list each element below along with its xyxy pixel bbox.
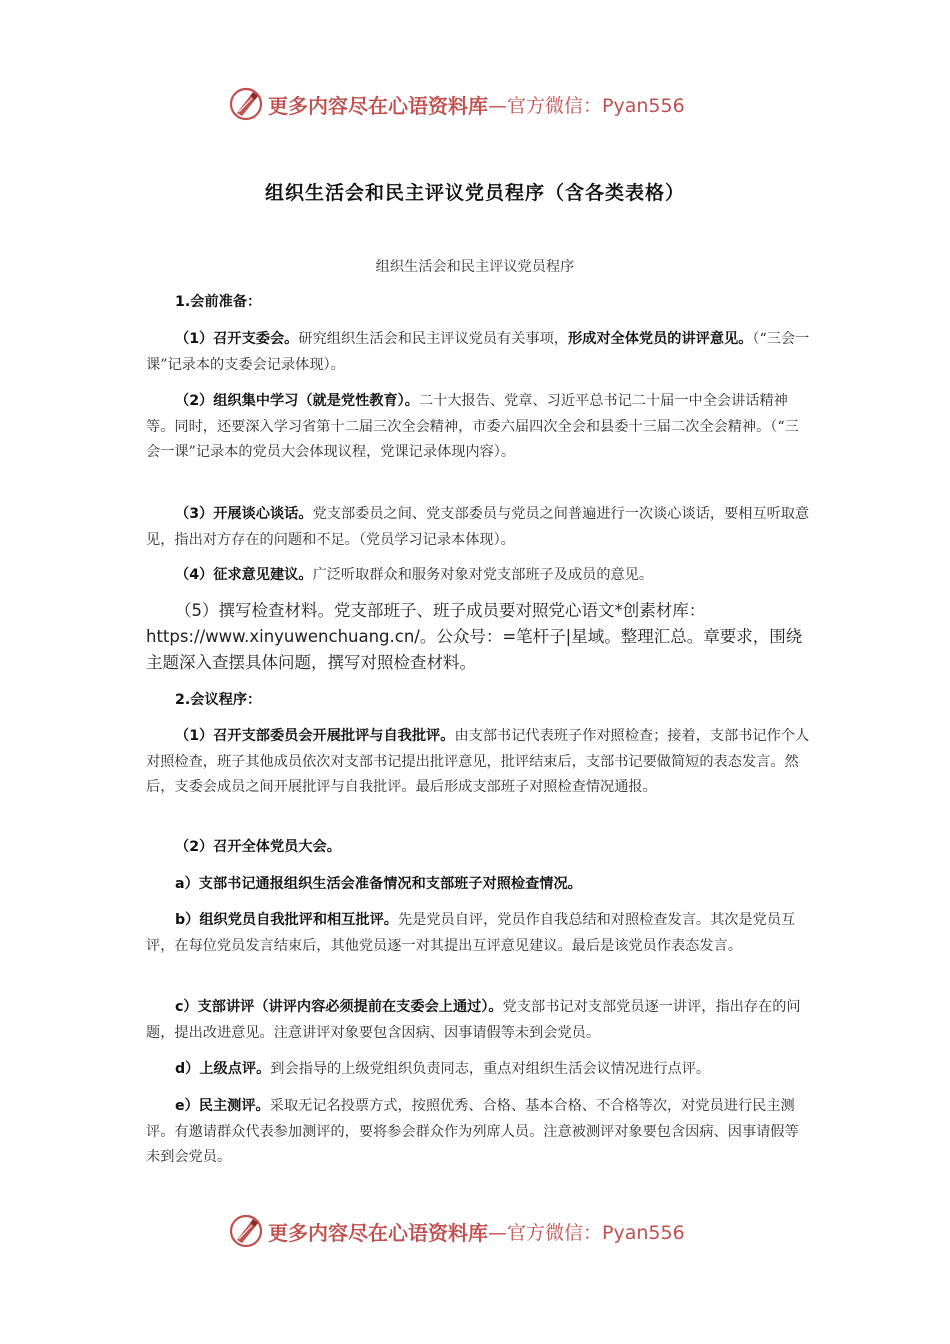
para-1-text-1: 研究组织生活会和民主评议党员有关事项， <box>298 331 568 347</box>
paragraph-4 <box>146 563 811 589</box>
header-banner <box>0 84 950 124</box>
pen-nib-logo-icon <box>228 86 264 122</box>
document-subtitle: 组织生活会和民主评议党员程序 <box>375 259 575 275</box>
paragraph-2 <box>146 389 811 466</box>
para-6-text: 由支部书记代表班子作对照检查；接着，支部书记作个人对照检查，班子其他成员依次对支部书记提出批评意见，批评结束后，支部书记要做简短的表态发言。然后，支委会成员之间开展批评与自我批评。最后形成支部班子对照检查情况通报。 <box>146 728 810 795</box>
paragraph-6 <box>146 724 811 801</box>
paragraph-3 <box>146 502 811 553</box>
para-b-bold: b）组织党员自我批评和相互批评。 <box>175 912 398 928</box>
para-1-bold-1: （1）召开支委会。 <box>175 331 299 347</box>
para-5-text: （5）撰写检查材料。党支部班子、班子成员要对照党心语文*创素材库：https://www.xinyuwenchuang.cn/。公众号：=笔杆子|星域。整理汇总。章要求，围绕主题深入查摆具体问题，撰写对照检查材料。 <box>146 601 803 672</box>
para-3-bold: （3）开展谈心谈话。 <box>175 506 313 522</box>
para-c-text: 党支部书记对支部党员逐一讲评，指出存在的问题，提出改进意见。注意讲评对象要包含因病、因事请假等未到会党员。 <box>146 999 801 1041</box>
paragraph-a <box>146 872 811 898</box>
para-e-bold: e）民主测评。 <box>175 1098 270 1114</box>
document-title: 组织生活会和民主评议党员程序（含各类表格） <box>264 182 685 204</box>
paragraph-c <box>146 995 811 1046</box>
para-3-text: 党支部委员之间、党支部委员与党员之间普遍进行一次谈心谈话，要相互听取意见，指出对方存在的问题和不足。（党员学习记录本体现）。 <box>146 506 810 548</box>
paragraph-d <box>146 1057 811 1083</box>
footer-banner <box>0 1211 950 1251</box>
pen-nib-logo-icon <box>228 1213 264 1249</box>
section-2-heading <box>146 688 811 714</box>
para-d-bold: d）上级点评。 <box>175 1061 271 1077</box>
banner-main-text: 更多内容尽在心语资料库 <box>268 93 488 118</box>
banner-sub-text: —官方微信：Pyan556 <box>488 94 685 117</box>
section-1-heading <box>146 290 811 316</box>
para-e-text: 采取无记名投票方式，按照优秀、合格、基本合格、不合格等次，对党员进行民主测评。有邀请群众代表参加测评的，要将参会群众作为列席人员。注意被测评对象要包含因病、因事请假等未到会党员。 <box>146 1098 799 1165</box>
heading-text: 1.会前准备： <box>175 294 262 310</box>
heading-text: 2.会议程序： <box>175 692 262 708</box>
para-6-bold: （1）召开支部委员会开展批评与自我批评。 <box>175 728 455 744</box>
para-1-text-2: （“三会一课”记录本的支委会记录体现）。 <box>146 331 810 373</box>
paragraph-7 <box>146 835 811 861</box>
para-4-text: 广泛听取群众和服务对象对党支部班子及成员的意见。 <box>312 567 654 583</box>
para-1-bold-2: 形成对全体党员的讲评意见。 <box>567 331 753 347</box>
paragraph-1 <box>146 327 811 378</box>
para-7-text: （2）召开全体党员大会。 <box>175 839 341 855</box>
paragraph-b <box>146 908 811 959</box>
para-4-bold: （4）征求意见建议。 <box>175 567 313 583</box>
banner-sub-text: —官方微信：Pyan556 <box>488 1221 685 1244</box>
banner-main-text: 更多内容尽在心语资料库 <box>268 1220 488 1245</box>
para-2-bold: （2）组织集中学习（就是党性教育）。 <box>175 393 419 409</box>
para-a-bold: a）支部书记通报组织生活会准备情况和支部班子对照检查情况。 <box>175 876 582 892</box>
para-2-text: 二十大报告、党章、习近平总书记二十届一中全会讲话精神等。同时，还要深入学习省第十二届三次全会精神，市委六届四次全会和县委十三届二次全会精神。（“三会一课”记录本的党员大会体现议程，党课记录体现内容）。 <box>146 393 799 460</box>
para-b-text: 先是党员自评，党员作自我总结和对照检查发言。其次是党员互评，在每位党员发言结束后，其他党员逐一对其提出互评意见建议。最后是该党员作表态发言。 <box>146 912 796 954</box>
paragraph-e <box>146 1094 811 1171</box>
para-c-bold: c）支部讲评（讲评内容必须提前在支委会上通过）。 <box>175 999 503 1015</box>
para-d-text: 到会指导的上级党组织负责同志，重点对组织生活会议情况进行点评。 <box>270 1061 711 1077</box>
paragraph-5 <box>146 598 811 676</box>
